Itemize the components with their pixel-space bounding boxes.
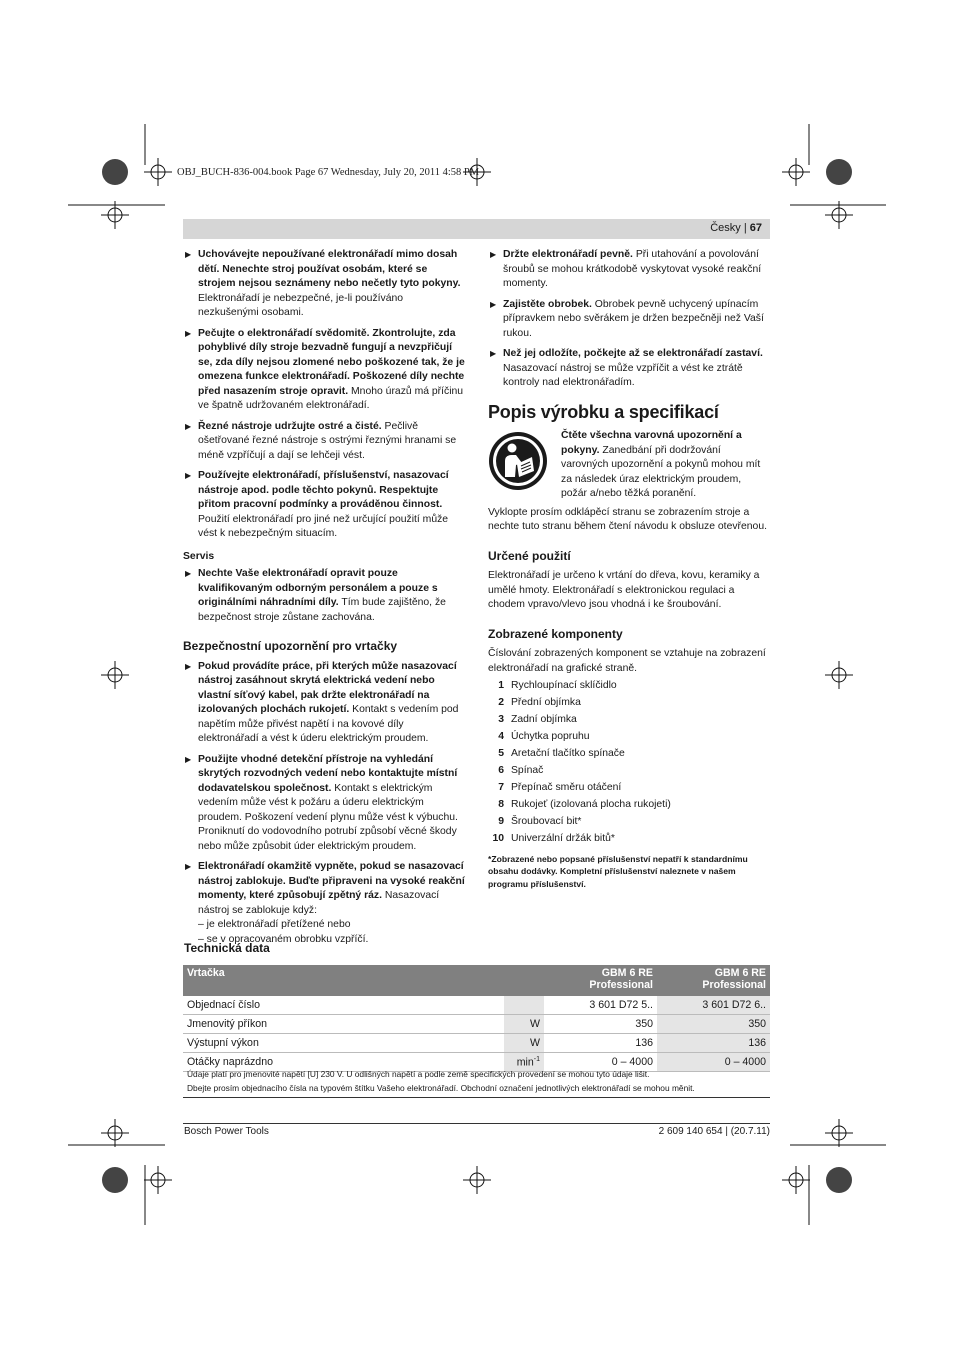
bullet-bold-text: Nechte Vaše elektronářadí opravit pouze kvalifikovaným odborným personálem a pouze s originálními náhradními díly. (198, 568, 438, 608)
component-label: Přepínač směru otáčení (511, 782, 622, 793)
list-item (488, 730, 770, 745)
tech-note: Údaje platí pro jmenovité napětí [U] 230 V. U odlišných napětí a podle země specifických provedení se mohou tyto údaje lišit. (187, 1069, 650, 1079)
bullet-bold-text: Pečujte o elektronářadí svědomitě. Zkontrolujte, zda pohyblivé díly stroje bezvadně fungují a nevzpřičují se, zda díly nejsou zlomené nebo poškozené tak, že je omezena funkce elektronářadí. Poškozené díly nechte před nasazením stroje opravit. (198, 327, 465, 397)
bullet-bold-text: Elektronářadí okamžitě vypněte, pokud se nasazovací nástroj zablokuje. Buďte připraveni na vysoké reakční momenty, které způsobují zpětný ráz. (198, 861, 465, 901)
bullet-item (488, 298, 770, 342)
fold-note: Vyklopte prosím odklápěcí stranu se zobrazením stroje a nechte tuto stranu během čtení návodu k obsluze otevřenou. (488, 506, 767, 532)
component-number: 10 (492, 833, 504, 844)
warning-text: Čtěte všechna varovná upozornění a pokyny. Zanedbání při dodržování varovných upozornění a pokynů mohou mít za následek úraz elektrickým proudem, požár a/nebo těžká poranění. (561, 430, 761, 499)
bullet-item (183, 753, 466, 855)
bullet-arrow-icon: ▶ (185, 754, 192, 764)
section-title: Popis výrobku a specifikací (488, 401, 719, 422)
table-cell: 350 (657, 1015, 770, 1034)
table-cell: W (504, 1015, 544, 1034)
intended-use-heading: Určené použití (488, 548, 571, 563)
footer-doc-number: 2 609 140 654 | (20.7.11) (658, 1126, 770, 1137)
table-header-row (183, 965, 770, 996)
bullet-item (183, 469, 466, 542)
table-cell: 0 – 4000 (544, 1053, 657, 1072)
page-number: 67 (749, 222, 762, 234)
bullet-bold-text: Řezné nástroje udržujte ostré a čisté. (198, 420, 382, 432)
servis-heading: Servis (183, 550, 215, 562)
bullet-text: Kontakt s elektrickým vedením může vést k požáru a úderu elektrickým proudem. Poškození vedení plynu může vést k výbuchu. Proniknutí do vodovodního potrubí způsobí věcné škody nebo může způsobit úder elektrickým proudem. (198, 782, 458, 852)
table-row (183, 1034, 770, 1053)
table-cell: Otáčky naprázdno (183, 1053, 504, 1072)
list-item (488, 781, 770, 796)
bullet-arrow-icon: ▶ (185, 421, 192, 431)
table-cell: 350 (544, 1015, 657, 1034)
bullet-bold-text: Používejte elektronářadí, příslušenství, nasazovací nástroje apod. podle těchto pokynů. Respektujte přitom pracovní podmínky a prováděnou činnost. (198, 470, 449, 510)
bullet-text: Pečlivě ošetřované řezné nástroje s ostrými řeznými hranami se méně vzpříčují a dají se lehčeji vést. (198, 420, 457, 461)
component-label: Šroubovací bit* (511, 816, 582, 827)
bullet-bold-text: Než jej odložíte, počkejte až se elektronářadí zastaví. (503, 348, 763, 359)
footer-divider (183, 1123, 770, 1124)
bullet-arrow-icon: ▶ (185, 328, 192, 338)
bullet-bold-text: Zajistěte obrobek. (503, 298, 592, 310)
bullet-text: Nasazovací nástroj se může vzpříčit a vést ke ztrátě kontroly nad elektronářadím. (503, 362, 743, 388)
bullet-item (488, 248, 770, 292)
print-info: OBJ_BUCH-836-004.book Page 67 Wednesday, July 20, 2011 4:58 PM (177, 167, 480, 178)
header-separator: | (743, 222, 747, 234)
component-number: 5 (498, 748, 504, 759)
bullet-item (183, 567, 466, 625)
table-cell (504, 996, 544, 1015)
component-number: 4 (498, 731, 504, 742)
component-number: 7 (498, 782, 504, 793)
bullet-arrow-icon: ▶ (185, 471, 192, 480)
table-cell: Jmenovitý příkon (183, 1015, 504, 1034)
bullet-text: Mnoho úrazů má příčinu ve špatně udržovaném elektronářadí. (198, 385, 464, 411)
warning-box (488, 429, 770, 502)
read-manual-icon (488, 431, 548, 491)
components-intro: Číslování zobrazených komponent se vztahuje na zobrazení elektronářadí na grafické straně. (488, 648, 766, 674)
bullet-bold-text: Držte elektronářadí pevně. (503, 249, 633, 260)
list-item (488, 798, 770, 813)
bullet-arrow-icon: ▶ (490, 250, 497, 259)
component-number: 8 (498, 799, 504, 810)
table-header-cell: GBM 6 RE Professional (657, 965, 770, 996)
dash-item: – se v opracovaném obrobku vzpříčí. (198, 933, 369, 945)
bullet-item (183, 248, 466, 321)
bullet-text: Kontakt s vedením pod napětím může přivést napětí i na kovové díly elektronářadí a vést k úderu elektrickým proudem. (198, 704, 459, 744)
table-cell: 3 601 D72 6.. (657, 996, 770, 1015)
table-header-cell: Vrtačka (183, 965, 504, 996)
bullet-text: Při utahování a povolování šroubů se mohou krátkodobě vyskytovat vysoké reakční momenty. (503, 249, 762, 289)
bullet-arrow-icon: ▶ (490, 349, 497, 358)
footer-brand: Bosch Power Tools (184, 1126, 269, 1137)
bullet-arrow-icon: ▶ (185, 862, 192, 871)
components-footnote: *Zobrazené nebo popsané příslušenství nepatří k standardnímu obsahu dodávky. Kompletní příslušenství naleznete v našem programu příslušenství. (488, 853, 748, 889)
table-row (183, 1015, 770, 1034)
bullet-arrow-icon: ▶ (185, 661, 192, 671)
table-row (183, 996, 770, 1015)
list-item (488, 815, 770, 830)
component-label: Spínač (511, 765, 544, 776)
bullet-bold-text: Použijte vhodné detekční přístroje na vyhledání skrytých rozvodných vedení nebo kontaktujte místní dodavatelskou společnost. (198, 753, 458, 794)
header-language: Česky (710, 222, 741, 234)
bullet-arrow-icon: ▶ (185, 569, 192, 578)
bullet-item (183, 660, 466, 747)
bullet-item (488, 347, 770, 391)
component-number: 9 (498, 816, 504, 827)
bullet-bold-text: Uchovávejte nepoužívané elektronářadí mimo dosah dětí. Nenechte stroj používat osobám, které se strojem nejsou seznámeny nebo nečetly tyto pokyny. (198, 249, 461, 289)
table-cell: 136 (544, 1034, 657, 1053)
bullet-arrow-icon: ▶ (185, 250, 192, 259)
divider (183, 1097, 770, 1098)
bullet-text: Tím bude zajištěno, že bezpečnost stroje zůstane zachována. (198, 597, 446, 623)
bullet-text: Použití elektronářadí pro jiné než určující použití může vést k nebezpečným situacím. (198, 513, 449, 539)
dash-item: – je elektronářadí přetížené nebo (198, 919, 351, 930)
bullet-item (183, 327, 466, 414)
bullet-text: Nasazovací nástroj se zablokuje když: (198, 890, 440, 916)
table-cell: 3 601 D72 5.. (544, 996, 657, 1015)
right-column (488, 248, 770, 890)
component-label: Rukojeť (izolovaná plocha rukojeti) (511, 799, 671, 810)
tech-notes (187, 1067, 767, 1095)
intended-use-text: Elektronářadí je určeno k vrtání do dřeva, kovu, keramiky a umělé hmoty. Elektronářadí s elektronickou regulaci a chodem vpravo/vlevo jsou vhodná i ke šroubování. (488, 570, 760, 610)
table-cell: 136 (657, 1034, 770, 1053)
table-header-cell (504, 965, 544, 996)
list-item (488, 696, 770, 711)
list-item (488, 832, 770, 847)
component-label: Úchytka popruhu (511, 731, 590, 742)
list-item (488, 713, 770, 728)
bullet-item (183, 860, 466, 918)
component-label: Univerzální držák bitů* (511, 833, 615, 844)
component-number: 2 (498, 697, 504, 708)
component-label: Rychloupínací sklíčidlo (511, 680, 617, 691)
components-heading: Zobrazené komponenty (488, 626, 623, 641)
component-number: 6 (498, 765, 504, 776)
table-cell: 0 – 4000 (657, 1053, 770, 1072)
table-cell: $\min^{-1}$ (504, 1053, 544, 1072)
page-header (183, 219, 770, 239)
bullet-text: Obrobek pevně uchycený upínacím přípravkem nebo svěrákem je držen bezpečněji než Vaší rukou. (503, 298, 764, 339)
table-cell: Objednací číslo (183, 996, 504, 1015)
tech-data-title: Technická data (184, 941, 270, 955)
components-list (488, 679, 770, 847)
table-header-cell: GBM 6 RE Professional (544, 965, 657, 996)
bullet-item (183, 420, 466, 464)
bullet-text: Elektronářadí je nebezpečné, je-li používáno nezkušenými osobami. (198, 292, 404, 318)
left-column (183, 248, 466, 947)
list-item (488, 679, 770, 694)
bullet-bold-text: Pokud provádíte práce, při kterých může nasazovací nástroj zasáhnout skrytá elektrická vedení nebo vlastní síťový kabel, pak držte elektronářadí na izolovaných plochách rukojetí. (198, 660, 457, 715)
bullet-arrow-icon: ▶ (490, 299, 497, 309)
safety-heading: Bezpečnostní upozornění pro vrtačky (183, 639, 398, 653)
tech-note: Dbejte prosím objednacího čísla na typovém štítku Vašeho elektronářadí. Obchodní označení jednotlivých elektronářadí se mohou měnit. (187, 1083, 695, 1093)
table-cell: Výstupní výkon (183, 1034, 504, 1053)
component-label: Aretační tlačítko spínače (511, 748, 625, 759)
component-number: 1 (498, 680, 504, 691)
table-cell: W (504, 1034, 544, 1053)
component-label: Přední objímka (511, 697, 581, 708)
component-label: Zadní objímka (511, 714, 577, 725)
tech-data-table (183, 965, 770, 1072)
list-item (488, 764, 770, 779)
list-item (488, 747, 770, 762)
component-number: 3 (498, 714, 504, 725)
